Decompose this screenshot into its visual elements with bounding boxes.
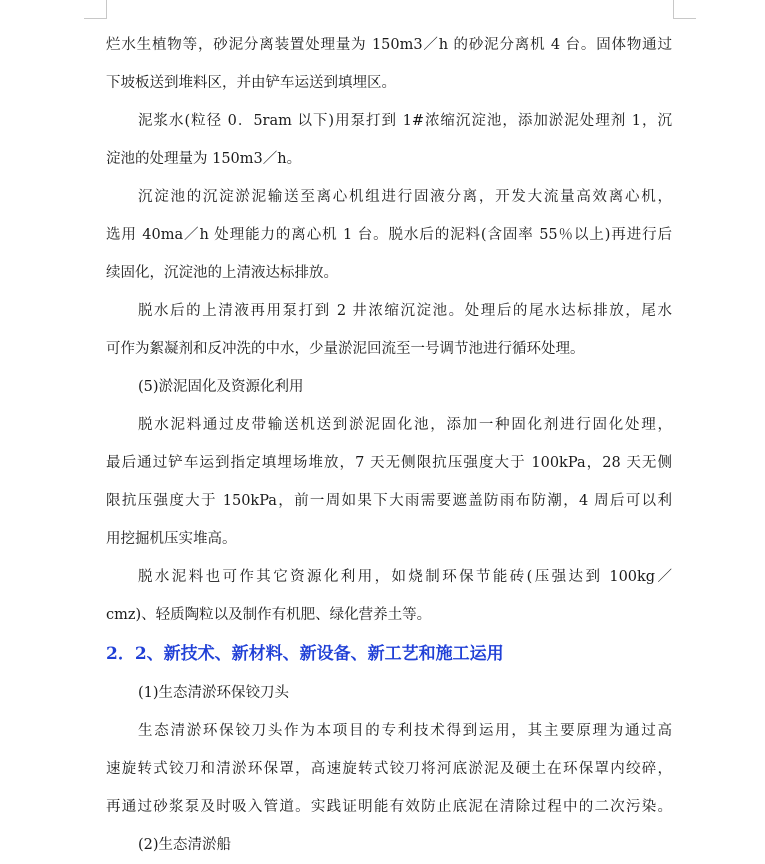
paragraph-line: 烂水生植物等，砂泥分离装置处理量为 150m3／h 的砂泥分离机 4 台。固体物通过	[106, 37, 672, 53]
paragraph-line: cmz)、轻质陶粒以及制作有机肥、绿化营养土等。	[106, 607, 432, 623]
section-subheading: (1)生态清淤环保铰刀头	[138, 685, 290, 701]
paragraph-line: 再通过砂浆泵及时吸入管道。实践证明能有效防止底泥在清除过程中的二次污染。	[106, 799, 672, 815]
paragraph-line: 沉淀池的沉淀淤泥输送至离心机组进行固液分离，开发大流量高效离心机，	[138, 189, 672, 205]
paragraph-line: 下坡板送到堆料区，并由铲车运送到填埋区。	[106, 75, 396, 91]
paragraph-line: 选用 40ma／h 处理能力的离心机 1 台。脱水后的泥料(含固率 55％以上)再进行后	[106, 227, 672, 243]
paragraph-line: 生态清淤环保铰刀头作为本项目的专利技术得到运用，其主要原理为通过高	[138, 723, 672, 739]
paragraph-line: 续固化，沉淀池的上清液达标排放。	[106, 265, 338, 281]
section-subheading: (5)淤泥固化及资源化利用	[138, 379, 304, 395]
paragraph-line: 脱水泥料通过皮带输送机送到淤泥固化池，添加一种固化剂进行固化处理，	[138, 417, 672, 433]
paragraph-line: 脱水泥料也可作其它资源化利用，如烧制环保节能砖(压强达到 100kg／	[138, 569, 672, 585]
paragraph-line: 用挖掘机压实堆高。	[106, 531, 237, 547]
paragraph-line: 泥浆水(粒径 0．5ram 以下)用泵打到 1#浓缩沉淀池，添加淤泥处理剂 1，沉	[138, 113, 672, 129]
page-corner-mark-top-right	[673, 0, 696, 19]
paragraph-line: 淀池的处理量为 150m3／h。	[106, 151, 302, 167]
paragraph-line: 可作为絮凝剂和反冲洗的中水，少量淤泥回流至一号调节池进行循环处理。	[106, 341, 585, 357]
paragraph-line: 脱水后的上清液再用泵打到 2 井浓缩沉淀池。处理后的尾水达标排放，尾水	[138, 303, 672, 319]
paragraph-line: 限抗压强度大于 150kPa，前一周如果下大雨需要遮盖防雨布防潮，4 周后可以利	[106, 493, 672, 509]
document-body	[106, 26, 672, 864]
section-subheading: (2)生态清淤船	[138, 837, 232, 853]
paragraph-line: 最后通过铲车运到指定填埋场堆放，7 天无侧限抗压强度大于 100kPa，28 天无侧	[106, 455, 672, 471]
section-heading: 2．2、新技术、新材料、新设备、新工艺和施工运用	[106, 644, 504, 664]
page-corner-mark-top-left	[84, 0, 107, 19]
paragraph-line: 速旋转式铰刀和清淤环保罩，高速旋转式铰刀将河底淤泥及硬土在环保罩内绞碎，	[106, 761, 672, 777]
